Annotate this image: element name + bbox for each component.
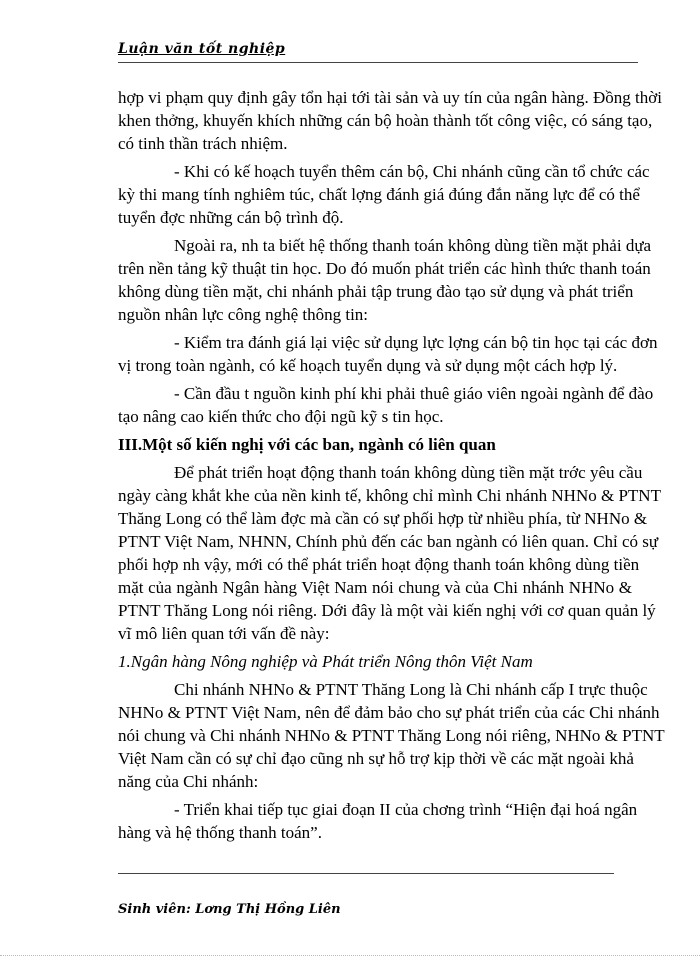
text-line: tạo nâng cao kiến thức cho đội ngũ kỹ s tin học. <box>118 407 444 426</box>
text-line: năng của Chi nhánh: <box>118 772 259 791</box>
paragraph <box>118 86 662 155</box>
text-line: có tinh thần trách nhiệm. <box>118 134 288 153</box>
text-line: vĩ mô liên quan tới vấn đề này: <box>118 624 330 643</box>
subsection-heading: 1.Ngân hàng Nông nghiệp và Phát triển Nông thôn Việt Nam <box>118 652 533 671</box>
text-line: hợp vi phạm quy định gây tổn hại tới tài sản và uy tín của ngân hàng. Đồng thời <box>118 88 662 107</box>
paragraph <box>118 461 661 645</box>
text-line: hàng và hệ thống thanh toán”. <box>118 823 322 842</box>
text-line: - Triển khai tiếp tục giai đoạn II của chơng trình “Hiện đại hoá ngân <box>174 800 638 819</box>
page-header <box>118 40 638 63</box>
page-break-divider <box>0 955 700 956</box>
text-line: PTNT Thăng Long nói riêng. Dới đây là một vài kiến nghị với cơ quan quản lý <box>118 601 656 620</box>
text-line: Để phát triển hoạt động thanh toán không dùng tiền mặt trớc yêu cầu <box>174 463 643 482</box>
text-line: Chi nhánh NHNo & PTNT Thăng Long là Chi nhánh cấp I trực thuộc <box>174 680 648 699</box>
footer-divider <box>118 873 614 874</box>
text-line: trên nền tảng kỹ thuật tin học. Do đó muốn phát triển các hình thức thanh toán <box>118 259 651 278</box>
text-line: - Khi có kế hoạch tuyển thêm cán bộ, Chi nhánh cũng cần tổ chức các <box>174 162 650 181</box>
text-line: - Cần đầu t nguồn kinh phí khi phải thuê giáo viên ngoài ngành để đào <box>174 384 654 403</box>
text-line: - Kiểm tra đánh giá lại việc sử dụng lực lợng cán bộ tin học tại các đơn <box>174 333 658 352</box>
paragraph <box>118 798 638 844</box>
section-heading: III.Một số kiến nghị với các ban, ngành có liên quan <box>118 435 496 454</box>
paragraph <box>118 234 652 326</box>
text-line: tuyển đợc những cán bộ trình độ. <box>118 208 344 227</box>
paragraph <box>118 160 650 229</box>
paragraph <box>118 382 654 428</box>
text-line: khen thởng, khuyến khích những cán bộ hoàn thành tốt công việc, có sáng tạo, <box>118 111 653 130</box>
footer-author: Sinh viên: Lơng Thị Hồng Liên <box>118 902 341 917</box>
paragraph <box>118 331 658 377</box>
text-line: Việt Nam cần có sự chỉ đạo cũng nh sự hỗ trợ kịp thời về các mặt ngoài khả <box>118 749 634 768</box>
text-line: Thăng Long có thể làm đợc mà cần có sự phối hợp từ nhiều phía, từ NHNo & <box>118 509 648 528</box>
text-line: nguồn nhân lực công nghệ thông tin: <box>118 305 369 324</box>
text-line: Ngoài ra, nh ta biết hệ thống thanh toán không dùng tiền mặt phải dựa <box>174 236 652 255</box>
text-line: vị trong toàn ngành, có kế hoạch tuyển dụng và sử dụng một cách hợp lý. <box>118 356 618 375</box>
paragraph <box>118 678 665 793</box>
text-line: ngày càng khắt khe của nền kinh tế, không chỉ mình Chi nhánh NHNo & PTNT <box>118 486 661 505</box>
text-line: nói chung và Chi nhánh NHNo & PTNT Thăng Long nói riêng, NHNo & PTNT <box>118 726 665 745</box>
text-line: kỳ thi mang tính nghiêm túc, chất lợng đánh giá đúng đắn năng lực để có thể <box>118 185 640 204</box>
text-line: mặt của ngành Ngân hàng Việt Nam nói chung và của Chi nhánh NHNo & <box>118 578 632 597</box>
text-line: phối hợp nh vậy, mới có thể phát triển hoạt động thanh toán không dùng tiền <box>118 555 640 574</box>
document-body <box>118 86 665 849</box>
text-line: không dùng tiền mặt, chi nhánh phải tập trung đào tạo sử dụng và phát triển <box>118 282 634 301</box>
text-line: PTNT Việt Nam, NHNN, Chính phủ đến các ban ngành có liên quan. Chỉ có sự <box>118 532 659 551</box>
header-title: Luận văn tốt nghiệp <box>118 41 286 57</box>
text-line: NHNo & PTNT Việt Nam, nên để đảm bảo cho sự phát triển của các Chi nhánh <box>118 703 660 722</box>
